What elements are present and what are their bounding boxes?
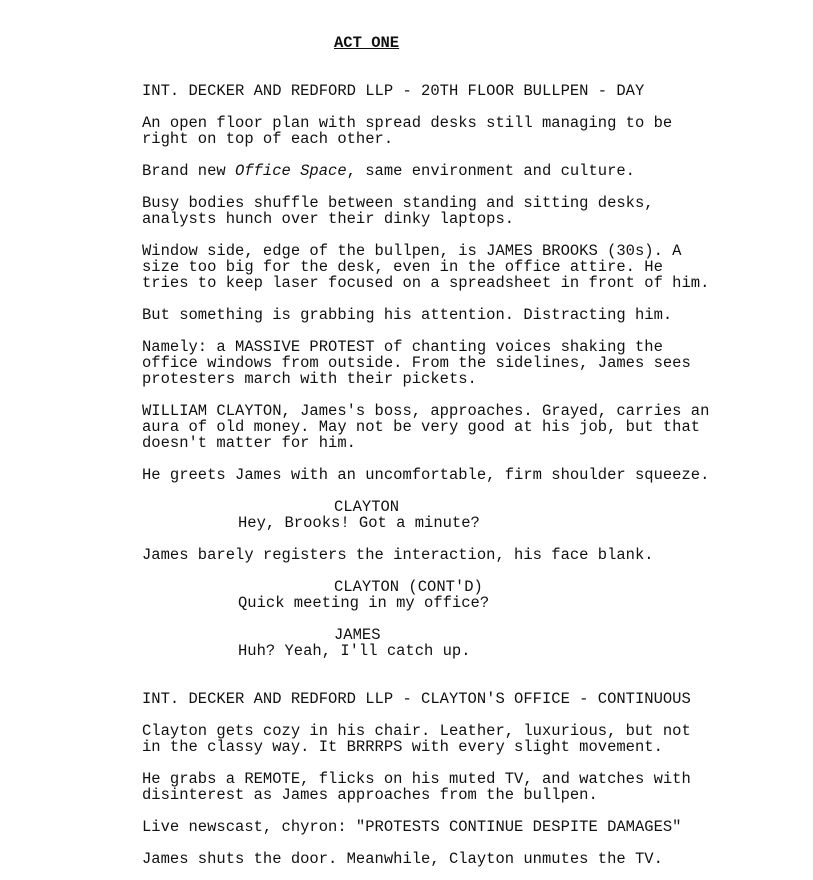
- action-line: Window side, edge of the bullpen, is JAMES BROOKS (30s). A: [142, 242, 682, 260]
- action-text: Brand new: [142, 162, 236, 180]
- action-line: analysts hunch over their dinky laptops.: [142, 210, 515, 228]
- action-line: James barely registers the interaction, his face blank.: [142, 546, 654, 564]
- action-text: , same environment and culture.: [346, 162, 635, 180]
- action-line: An open floor plan with spread desks still managing to be: [142, 114, 673, 132]
- action-line: protesters march with their pickets.: [142, 370, 477, 388]
- action-line: Clayton gets cozy in his chair. Leather, luxurious, but not: [142, 722, 691, 740]
- action-line: Busy bodies shuffle between standing and sitting desks,: [142, 194, 654, 212]
- scene-heading-2: INT. DECKER AND REDFORD LLP - CLAYTON'S OFFICE - CONTINUOUS: [142, 690, 691, 708]
- scene-heading-1: INT. DECKER AND REDFORD LLP - 20TH FLOOR BULLPEN - DAY: [142, 82, 645, 100]
- action-line: doesn't matter for him.: [142, 434, 356, 452]
- act-heading: ACT ONE: [334, 34, 400, 52]
- action-line: But something is grabbing his attention. Distracting him.: [142, 306, 673, 324]
- action-line: disinterest as James approaches from the bullpen.: [142, 786, 598, 804]
- action-line: WILLIAM CLAYTON, James's boss, approaches. Grayed, carries an: [142, 402, 710, 420]
- action-line: [142, 163, 635, 179]
- action-line: He grabs a REMOTE, flicks on his muted TV, and watches with: [142, 770, 691, 788]
- action-line: aura of old money. May not be very good at his job, but that: [142, 418, 701, 436]
- action-line: He greets James with an uncomfortable, firm shoulder squeeze.: [142, 466, 710, 484]
- dialogue-line: Huh? Yeah, I'll catch up.: [238, 642, 471, 660]
- dialogue-line: Hey, Brooks! Got a minute?: [238, 514, 480, 532]
- action-line: office windows from outside. From the sidelines, James sees: [142, 354, 691, 372]
- action-line: James shuts the door. Meanwhile, Clayton unmutes the TV.: [142, 850, 663, 868]
- dialogue-line: Quick meeting in my office?: [238, 594, 490, 612]
- action-line: right on top of each other.: [142, 130, 394, 148]
- character-cue: CLAYTON (CONT'D): [334, 578, 483, 596]
- film-title: Office Space: [235, 162, 347, 180]
- character-cue: CLAYTON: [334, 498, 400, 516]
- action-line: tries to keep laser focused on a spreadsheet in front of him.: [142, 274, 710, 292]
- action-line: Namely: a MASSIVE PROTEST of chanting voices shaking the: [142, 338, 663, 356]
- action-line: Live newscast, chyron: "PROTESTS CONTINUE DESPITE DAMAGES": [142, 818, 682, 836]
- action-line: in the classy way. It BRRRPS with every slight movement.: [142, 738, 663, 756]
- character-cue: JAMES: [334, 626, 381, 644]
- action-line: size too big for the desk, even in the office attire. He: [142, 258, 663, 276]
